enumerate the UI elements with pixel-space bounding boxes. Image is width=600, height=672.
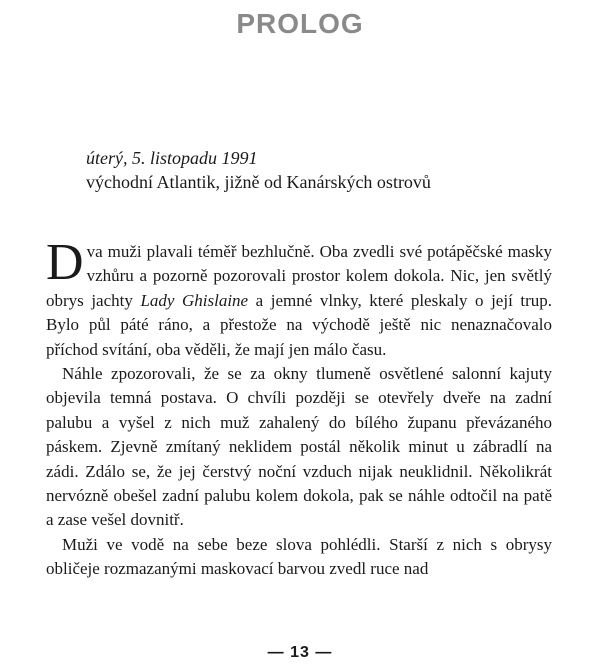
page-number: — 13 — [267, 644, 333, 661]
dateline-date: úterý, 5. listopadu 1991 [86, 148, 258, 168]
dateline-place: východní Atlantik, jižně od Kanárských ostrovů [86, 172, 431, 192]
paragraph-1 [46, 234, 552, 362]
chapter-title: PROLOG [236, 8, 364, 39]
paragraph-1-text-b: a jemné vlnky, které pleskaly o její trup. Bylo půl páté ráno, a přestože na východě ještě nic nenaznačovalo příchod svítání, oba věděli, že mají jen málo času. [46, 290, 552, 359]
paragraph-2: Náhle zpozorovali, že se za okny tlumeně osvětlené salonní kajuty objevila temná postava. O chvíli později se otevřely dveře na zadní palubu a vyšel z nich muž zahalený do bílého županu převázaného páskem. Zjevně zmítaný neklidem postál několik minut u zábradlí na zádi. Zdálo se, že jej čerstvý noční vzduch nijak neuklidnil. Několikrát nervózně obešel zadní palubu kolem dokola, pak se náhle odtočil na patě a zase vešel dovnitř. [46, 364, 552, 530]
yacht-name: Lady Ghislaine [140, 290, 249, 310]
paragraph-1-text-a: va muži plavali téměř bezhlučně. Oba zvedli své potápěčské masky vzhůru a pozorně pozorovali prostor kolem dokola. Nic, jen světlý obrys jachty [46, 242, 552, 310]
dateline [86, 146, 431, 194]
paragraph-3: Muži ve vodě na sebe beze slova pohlédli. Starší z nich s obrysy obličeje rozmazanými maskovací barvou zvedl ruce nad [46, 534, 552, 579]
chapter-body [46, 234, 552, 582]
drop-cap: D [46, 234, 84, 291]
